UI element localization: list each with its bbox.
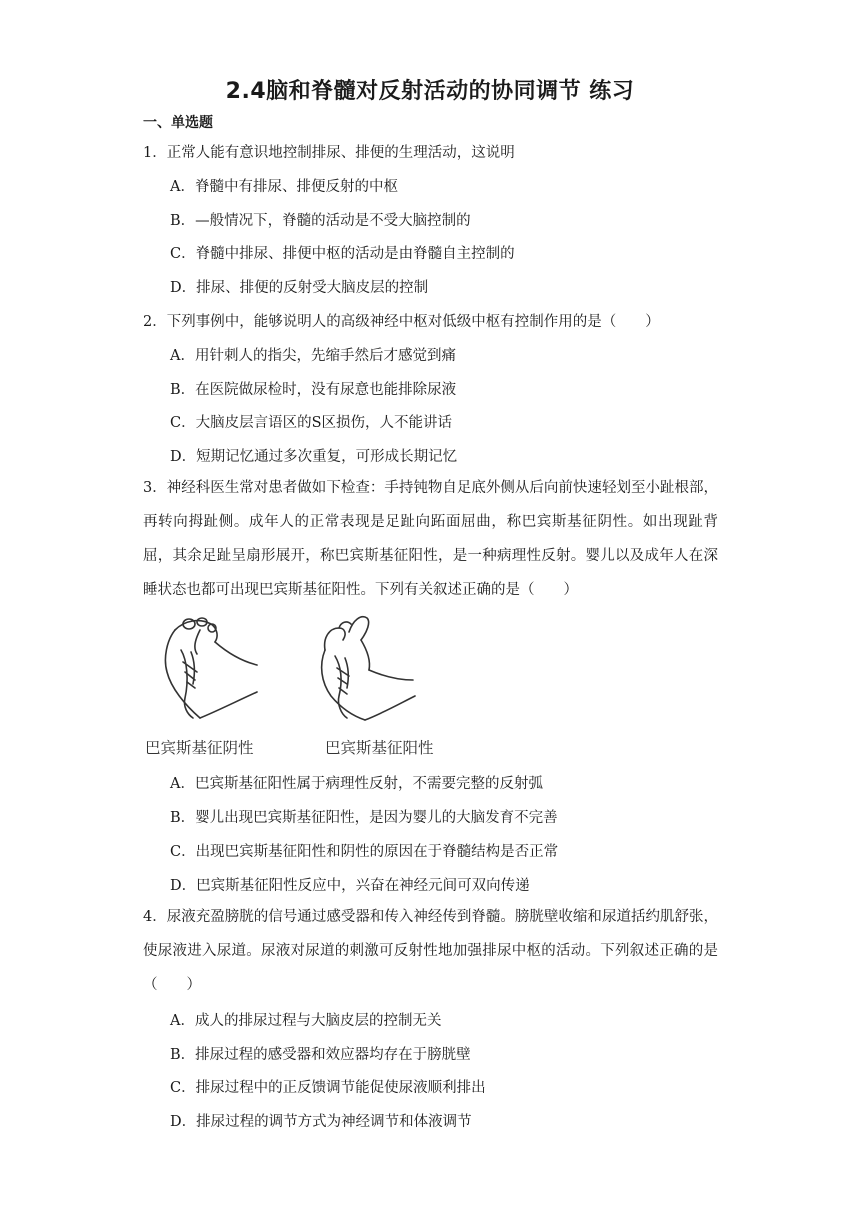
caption-positive: 巴宾斯基征阳性 <box>325 739 434 757</box>
question-2-stem: 2．下列事例中，能够说明人的高级神经中枢对低级中枢有控制作用的是（ ） <box>143 314 660 330</box>
question-4-option-a: A．成人的排尿过程与大脑皮层的控制无关 <box>170 1013 442 1029</box>
question-4-option-b: B．排尿过程的感受器和效应器均存在于膀胱壁 <box>170 1047 471 1063</box>
question-2-option-a: A．用针刺人的指尖，先缩手然后才感觉到痛 <box>170 348 456 364</box>
question-2-option-c: C．大脑皮层言语区的S区损伤，人不能讲话 <box>170 415 453 431</box>
question-1-option-d: D．排尿、排便的反射受大脑皮层的控制 <box>170 280 429 296</box>
page-title: 2.4脑和脊髓对反射活动的协同调节 练习 <box>225 79 635 104</box>
question-3-stem: 3．神经科医生常对患者做如下检查：手持钝物自足底外侧从后向前快速轻划至小趾根部，再转向拇趾侧。成年人的正常表现是足趾向跖面屈曲，称巴宾斯基征阴性。如出现趾背屈，其余足趾呈扇形展开，称巴宾斯基征阳性，是一种病理性反射。婴儿以及成年人在深睡状态也都可出现巴宾斯基征阳性。下列有关叙述正确的是（ ） <box>143 480 718 598</box>
question-4-option-c: C．排尿过程中的正反馈调节能促使尿液顺利排出 <box>170 1080 486 1096</box>
foot-positive-drawing <box>322 617 415 720</box>
question-3-option-b: B．婴儿出现巴宾斯基征阳性，是因为婴儿的大脑发育不完善 <box>170 810 558 826</box>
question-1-option-b: B．—般情况下，脊髓的活动是不受大脑控制的 <box>170 213 471 229</box>
question-4-option-d: D．排尿过程的调节方式为神经调节和体液调节 <box>170 1114 472 1130</box>
question-1-option-a: A．脊髓中有排尿、排便反射的中枢 <box>170 179 398 195</box>
foot-illustrations <box>145 610 465 730</box>
question-4-stem: 4．尿液充盈膀胱的信号通过感受器和传入神经传到脊髓。膀胱壁收缩和尿道括约肌舒张，使尿液进入尿道。尿液对尿道的刺激可反射性地加强排尿中枢的活动。下列叙述正确的是（ ） <box>143 909 718 993</box>
question-3-option-a: A．巴宾斯基征阳性属于病理性反射，不需要完整的反射弧 <box>170 776 543 792</box>
caption-negative: 巴宾斯基征阴性 <box>145 739 254 757</box>
foot-negative-drawing <box>165 618 257 718</box>
question-3-option-d: D．巴宾斯基征阳性反应中，兴奋在神经元间可双向传递 <box>170 878 530 894</box>
babinski-figure <box>145 610 465 760</box>
question-1-option-c: C．脊髓中排尿、排便中枢的活动是由脊髓自主控制的 <box>170 246 515 262</box>
question-2-option-b: B．在医院做尿检时，没有尿意也能排除尿液 <box>170 382 457 398</box>
question-2-option-d: D．短期记忆通过多次重复，可形成长期记忆 <box>170 449 458 465</box>
section-heading: 一、单选题 <box>143 115 213 131</box>
question-1-stem: 1．正常人能有意识地控制排尿、排便的生理活动，这说明 <box>143 145 515 161</box>
question-3-option-c: C．出现巴宾斯基征阳性和阴性的原因在于脊髓结构是否正常 <box>170 844 559 860</box>
